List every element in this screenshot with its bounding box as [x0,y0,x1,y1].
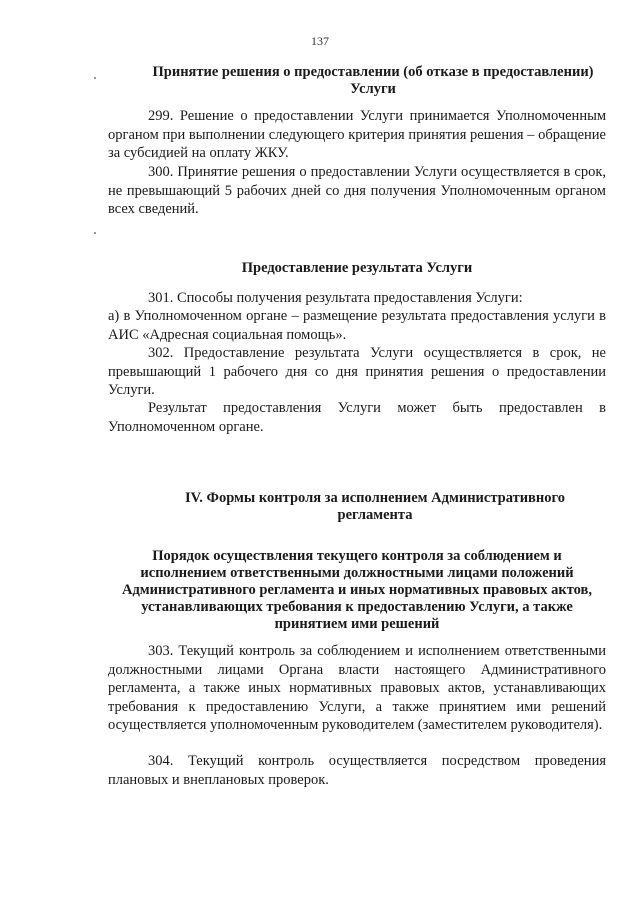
page-number: 137 [311,34,329,48]
chapter-heading: IV. Формы контроля за исполнением Административного регламента [185,490,565,523]
paragraph-299: 299. Решение о предоставлении Услуги принимается Уполномоченным органом при выполнении следующего критерия принятия решения – обращение за субсидией на оплату ЖКУ. [108,108,606,161]
paragraph-result-location: Результат предоставления Услуги может быть предоставлен в Уполномоченном органе. [108,400,606,435]
decision-heading: Принятие решения о предоставлении (об отказе в предоставлении) Услуги [152,64,594,97]
paragraph-301: 301. Способы получения результата предоставления Услуги: [148,290,523,306]
scan-speck [94,77,96,79]
scan-speck [94,232,96,234]
control-heading: Порядок осуществления текущего контроля за соблюдением и исполнением ответственными должностными лицами положений Административного регламента и иных нормативных правовых актов, устанавливающих требования к предоставлению Услуги, а также принятием ими решений [121,548,593,632]
paragraph-303: 303. Текущий контроль за соблюдением и исполнением ответственными должностными лицами Органа власти настоящего Административного регламента, а также иных нормативных правовых актов, устанавливающих требования к предоставлению Услуги, а также принятием ими решений осуществляется уполномоченным руководителем (заместителем руководителя). [108,643,606,733]
result-heading: Предоставление результата Услуги [241,260,473,276]
paragraph-302: 302. Предоставление результата Услуги осуществляется в срок, не превышающий 1 рабочего дня со дня принятия решения о предоставлении Услуги. [108,345,606,398]
paragraph-300: 300. Принятие решения о предоставлении Услуги осуществляется в срок, не превышающий 5 рабочих дней со дня получения Уполномоченным органом всех сведений. [108,164,606,217]
paragraph-301-a: а) в Уполномоченном органе – размещение результата предоставления услуги в АИС «Адресная социальная помощь». [108,308,606,343]
paragraph-304: 304. Текущий контроль осуществляется посредством проведения плановых и внеплановых проверок. [108,753,606,788]
